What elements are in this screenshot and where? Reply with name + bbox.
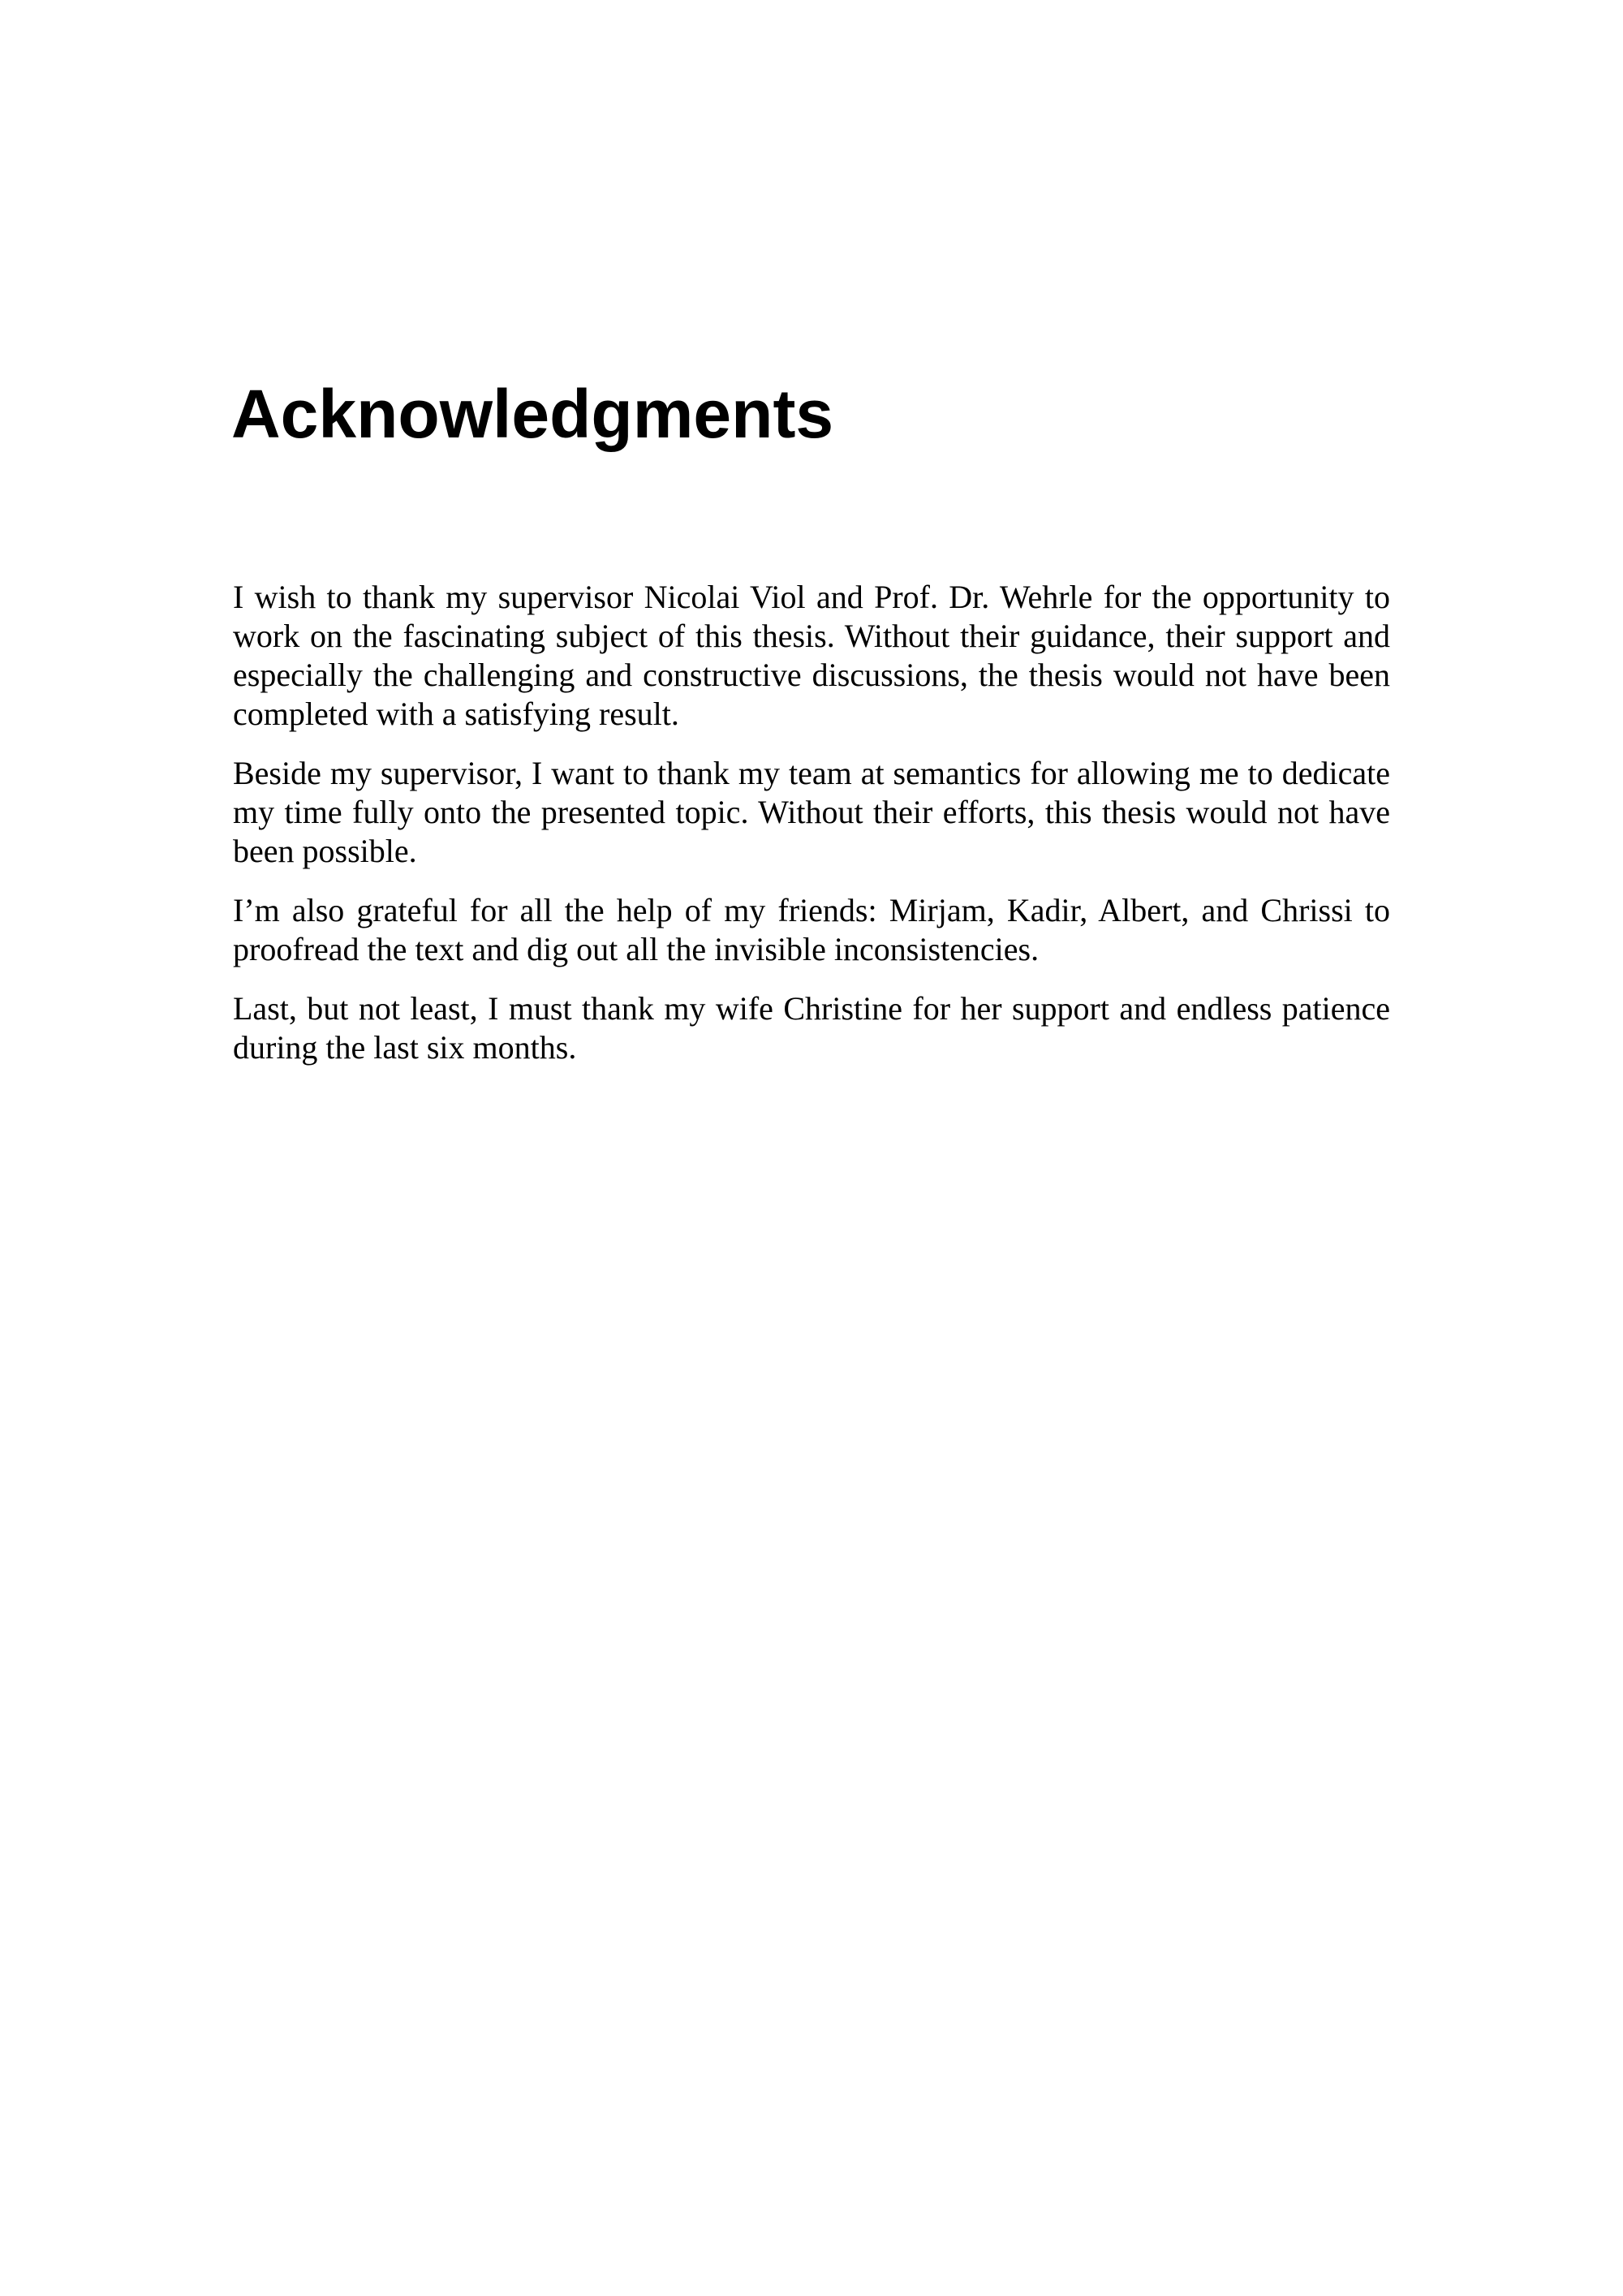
paragraph-team-thanks: Beside my supervisor, I want to thank my team at semantics for allowing me to dedicate my time fully onto the presented topic. Without their efforts, this thesis would not have been possible. [233, 755, 1390, 869]
paragraph-wife-thanks: Last, but not least, I must thank my wife Christine for her support and endless patience during the last six months. [233, 990, 1390, 1066]
paragraph-supervisor-thanks: I wish to thank my supervisor Nicolai Viol and Prof. Dr. Wehrle for the opportunity to work on the fascinating subject of this thesis. Without their guidance, their support and especially the challenging and constructive discussions, the thesis would not have been completed with a satisfying result. [233, 579, 1390, 732]
body-text [233, 578, 1390, 1088]
page-title: Acknowledgments [231, 376, 834, 452]
paragraph-friends-thanks: I’m also grateful for all the help of my friends: Mirjam, Kadir, Albert, and Chrissi to proofread the text and dig out all the invisible inconsistencies. [233, 892, 1390, 967]
